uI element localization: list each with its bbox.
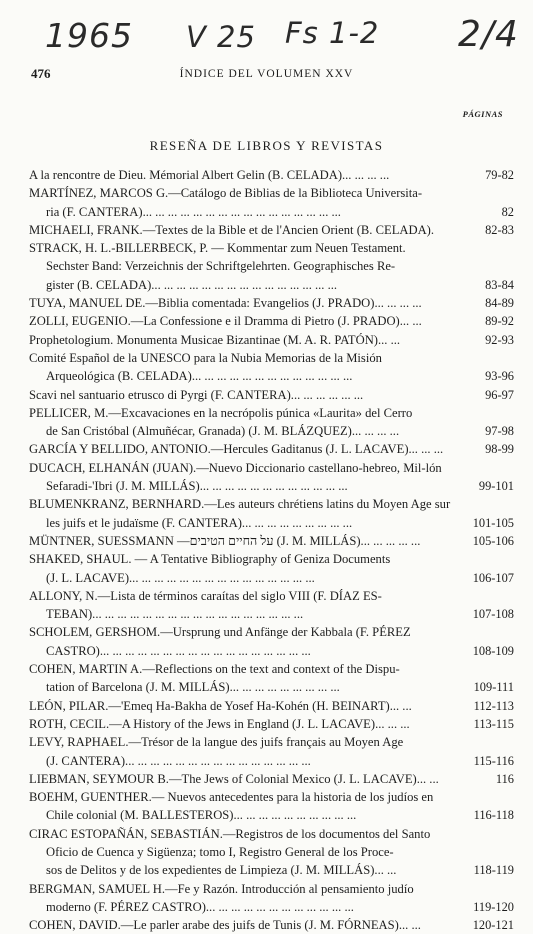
index-entry	[29, 532, 514, 550]
index-entry	[29, 697, 514, 715]
entry-text-line: GARCÍA Y BELLIDO, ANTONIO.—Hercules Gaditanus (J. L. LACAVE)... ... ...	[29, 442, 444, 457]
entry-text-line: gister (B. CELADA)... ... ... ... ... ... ... ... ... ... ... ... ... ... ...	[46, 277, 338, 292]
index-entry	[29, 386, 514, 404]
entry-pages: 118-119	[473, 863, 514, 878]
running-head: ÍNDICE DEL VOLUMEN XXV	[179, 68, 354, 80]
index-entry	[29, 660, 514, 697]
entry-text-line: BOEHM, GUENTHER.— Nuevos antecedentes para la historia de los judíos en	[29, 790, 434, 805]
entry-text-line: (J. CANTERA)... ... ... ... ... ... ... ... ... ... ... ... ... ... ...	[46, 753, 311, 768]
entry-text-line: ria (F. CANTERA)... ... ... ... ... ... ... ... ... ... ... ... ... ... ... ...	[46, 204, 341, 219]
index-entry	[29, 495, 514, 532]
entry-pages: 109-111	[473, 680, 514, 695]
entry-pages: 89-92	[485, 314, 514, 329]
entry-pages: 97-98	[485, 424, 514, 439]
index-entry	[29, 166, 514, 184]
entry-pages: 115-116	[473, 753, 514, 768]
index-entry	[29, 623, 514, 660]
handwritten-fascicles: Fs 1-2	[285, 16, 380, 50]
entry-text-line: MICHAELI, FRANK.—Textes de la Bible et de l'Ancien Orient (B. CELADA).	[29, 222, 435, 237]
entry-text-line: Oficio de Cuenca y Sigüenza; tomo I, Registro General de los Proce-	[46, 844, 394, 859]
entry-pages: 112-113	[473, 698, 514, 713]
handwritten-volume: V 25	[186, 20, 256, 54]
entry-pages: 79-82	[485, 168, 514, 182]
entry-text-line: Comité Español de la UNESCO para la Nubia Memorias de la Misión	[29, 350, 382, 365]
index-entry	[29, 587, 514, 624]
index-entry	[29, 880, 514, 917]
index-entry	[29, 459, 514, 496]
entry-pages: 105-106	[472, 533, 514, 548]
entry-text-line: STRACK, H. L.-BILLERBECK, P. — Kommentar zum Neuen Testament.	[29, 241, 406, 256]
entry-text-line: Chile colonial (M. BALLESTEROS)... ... ... ... ... ... ... ... ... ...	[46, 808, 357, 823]
entry-text-line: Sefaradi-'Ibri (J. M. MILLÁS)... ... ... ... ... ... ... ... ... ... ... ...	[46, 479, 348, 494]
entry-pages: 116-118	[473, 808, 514, 823]
entry-text-line: LEVY, RAPHAEL.—Trésor de la langue des juifs français au Moyen Age	[29, 735, 404, 750]
index-entry	[29, 184, 514, 221]
entry-pages: 113-115	[473, 716, 514, 731]
index-entry	[29, 404, 514, 441]
entry-text-line: BLUMENKRANZ, BERNHARD.—Les auteurs chrétiens latins du Moyen Age sur	[29, 497, 451, 512]
page-number: 476	[31, 66, 51, 81]
index-entry	[29, 440, 514, 458]
entry-text-line: Arqueológica (B. CELADA)... ... ... ... ... ... ... ... ... ... ... ... ...	[46, 369, 353, 384]
entry-text-line: SHAKED, SHAUL. — A Tentative Bibliography of Geniza Documents	[29, 552, 391, 567]
entry-pages: 98-99	[485, 442, 514, 457]
entry-pages: 107-108	[472, 607, 514, 622]
entry-text-line: Scavi nel santuario etrusco di Pyrgi (F. CANTERA)... ... ... ... ... ...	[29, 387, 364, 402]
entry-text-line: ZOLLI, EUGENIO.—La Confessione e il Dramma di Pietro (J. PRADO)... ...	[29, 314, 422, 329]
entry-pages: 92-93	[485, 332, 514, 347]
entry-text-line: A la rencontre de Dieu. Mémorial Albert Gelin (B. CELADA)... ... ... ...	[29, 168, 390, 182]
entry-text-line: COHEN, MARTIN A.—Reflections on the text and context of the Dispu-	[29, 662, 400, 677]
entry-text-line: moderno (F. PÉREZ CASTRO)... ... ... ... ... ... ... ... ... ... ... ...	[46, 899, 354, 914]
section-title: RESEÑA DE LIBROS Y REVISTAS	[149, 138, 384, 153]
entry-text-line: sos de Delitos y de los expedientes de Limpieza (J. M. MILLÁS)... ...	[46, 863, 397, 878]
entry-text-line: CIRAC ESTOPAÑÁN, SEBASTIÁN.—Registros de los documentos del Santo	[29, 826, 431, 841]
handwritten-year: 1965	[45, 16, 133, 55]
index-entry	[29, 733, 514, 770]
entry-text-line: COHEN, DAVID.—Le parler arabe des juifs de Tunis (J. M. FÓRNEAS)... ...	[29, 918, 421, 933]
entry-pages: 116	[495, 771, 514, 786]
entry-text-line: LIEBMAN, SEYMOUR B.—The Jews of Colonial Mexico (J. L. LACAVE)... ...	[29, 771, 439, 786]
entry-pages: 99-101	[478, 479, 514, 494]
entry-text-line: ALLONY, N.—Lista de términos caraítas del siglo VIII (F. DÍAZ ES-	[29, 588, 382, 603]
handwritten-fraction: 2/4	[458, 14, 519, 55]
index-entry	[29, 770, 514, 788]
entry-text-line: Sechster Band: Verzeichnis der Schriftgelehrten. Geographisches Re-	[46, 259, 396, 274]
index-entry	[29, 239, 514, 294]
entry-text-line: Prophetologium. Monumenta Musicae Bizantinae (M. A. R. PATÓN)... ...	[29, 332, 401, 347]
pages-column-label: PÁGINAS	[462, 109, 503, 119]
review-index-list	[0, 166, 533, 934]
index-entry	[29, 825, 514, 880]
entry-text-line: MÜNTNER, SUESSMANN —על החיים הטיבים (J. M. MILLÁS)... ... ... ... ...	[29, 533, 421, 548]
entry-text-line: TUYA, MANUEL DE.—Biblia comentada: Evangelios (J. PRADO)... ... ... ...	[29, 296, 422, 311]
entry-pages: 82	[501, 204, 514, 219]
entry-pages: 108-109	[472, 643, 514, 658]
entry-text-line: ROTH, CECIL.—A History of the Jews in England (J. L. LACAVE)... ... ...	[29, 716, 410, 731]
entry-text-line: CASTRO)... ... ... ... ... ... ... ... ... ... ... ... ... ... ... ... ...	[46, 643, 311, 658]
entry-pages: 96-97	[485, 387, 514, 402]
entry-pages: 106-107	[472, 570, 514, 585]
entry-pages: 119-120	[473, 899, 514, 914]
entry-pages: 82-83	[485, 222, 514, 237]
entry-text-line: SCHOLEM, GERSHOM.—Ursprung und Anfänge der Kabbala (F. PÉREZ	[29, 625, 411, 640]
entry-text-line: BERGMAN, SAMUEL H.—Fe y Razón. Introducción al pensamiento judío	[29, 881, 414, 896]
entry-text-line: LEÓN, PILAR.—'Emeq Ha-Bakha de Yosef Ha-Kohén (H. BEINART)... ...	[29, 698, 412, 713]
entry-pages: 93-96	[485, 369, 514, 384]
index-entry	[29, 916, 514, 934]
entry-pages: 101-105	[472, 515, 514, 530]
entry-text-line: tation of Barcelona (J. M. MILLÁS)... ... ... ... ... ... ... ... ...	[46, 680, 340, 695]
index-entry	[29, 312, 514, 330]
entry-pages: 120-121	[472, 918, 514, 933]
handwritten-annotation	[0, 14, 533, 62]
entry-text-line: PELLICER, M.—Excavaciones en la necrópolis púnica «Laurita» del Cerro	[29, 405, 413, 420]
index-entry	[29, 715, 514, 733]
entry-text-line: les juifs et le judaïsme (F. CANTERA)... ... ... ... ... ... ... ... ...	[46, 515, 353, 530]
entry-text-line: DUCACH, ELHANÁN (JUAN).—Nuevo Diccionario castellano-hebreo, Mil-lón	[29, 460, 442, 475]
entry-text-line: de San Cristóbal (Almuñécar, Granada) (J. M. BLÁZQUEZ)... ... ... ...	[46, 424, 400, 439]
index-entry	[29, 294, 514, 312]
entry-text-line: (J. L. LACAVE)... ... ... ... ... ... ... ... ... ... ... ... ... ... ...	[46, 570, 315, 585]
index-entry	[29, 349, 514, 386]
index-entry	[29, 550, 514, 587]
entry-text-line: MARTÍNEZ, MARCOS G.—Catálogo de Biblias de la Biblioteca Universita-	[29, 186, 423, 201]
index-entry	[29, 221, 514, 239]
index-entry	[29, 788, 514, 825]
entry-pages: 83-84	[485, 277, 514, 292]
index-entry	[29, 331, 514, 349]
entry-pages: 84-89	[485, 296, 514, 311]
entry-text-line: TEBAN)... ... ... ... ... ... ... ... ... ... ... ... ... ... ... ... ...	[46, 607, 304, 622]
